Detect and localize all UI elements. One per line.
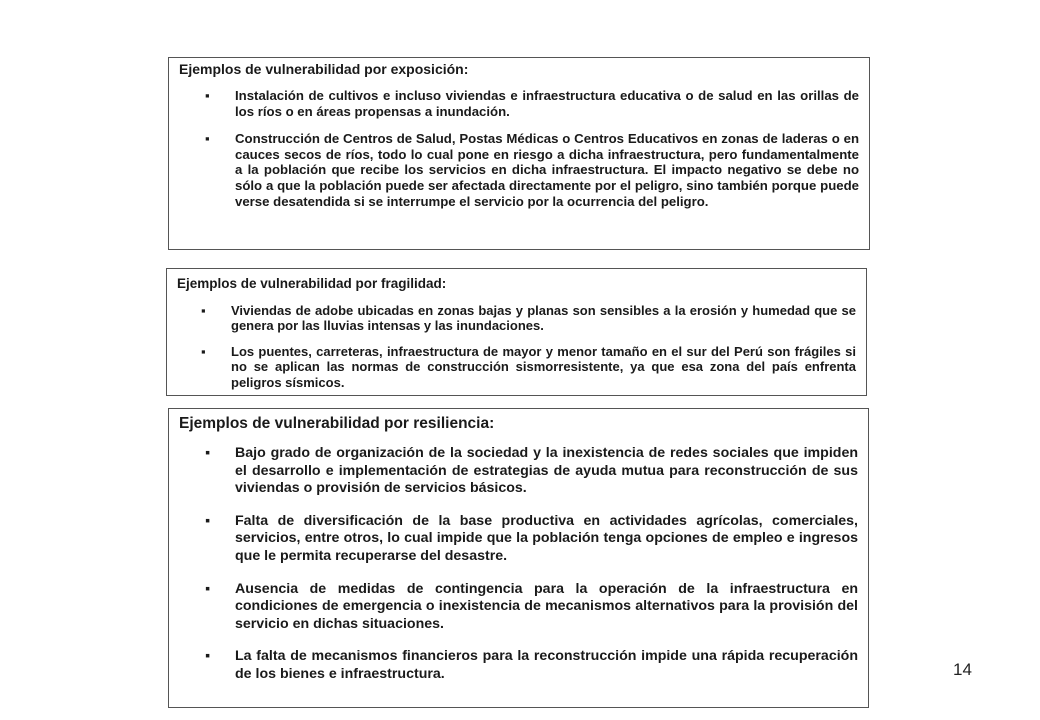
bullet-icon: ▪ — [205, 445, 211, 461]
bullet-icon: ▪ — [205, 580, 211, 597]
list-item-text: Los puentes, carreteras, infraestructura de mayor y menor tamaño en el sur del Perú son frágiles si no se aplican las normas de construcción sismorresistente, ya que esa zona del país enfrenta peligros sísmicos. — [231, 343, 856, 390]
fragility-box — [166, 268, 867, 396]
bullet-icon: ▪ — [205, 648, 211, 665]
list-item — [201, 343, 856, 390]
resilience-title: Ejemplos de vulnerabilidad por resiliencia: — [179, 415, 495, 432]
list-item-text: Construcción de Centros de Salud, Postas Médicas o Centros Educativos en zonas de laderas o en cauces secos de ríos, todo lo cual pone en riesgo a dicha infraestructura, pero fundamentalmente a la población que recibe los servicios en dicha infraestructura. El impacto negativo se debe no sólo a que la población puede ser afectada directamente por el peligro, sino también porque puede verse desatendida si se interrumpe el servicio por la ocurrencia del peligro. — [235, 131, 859, 209]
list-item — [205, 512, 858, 566]
bullet-icon: ▪ — [205, 512, 211, 529]
list-item-text: Bajo grado de organización de la sociedad y la inexistencia de redes sociales que impiden el desarrollo e implementación de estrategias de ayuda mutua para reconstrucción de sus viviendas o provisión de servicios básicos. — [235, 445, 858, 497]
fragility-title: Ejemplos de vulnerabilidad por fragilidad: — [177, 276, 447, 291]
list-item-text: Viviendas de adobe ubicadas en zonas bajas y planas son sensibles a la erosión y humedad que se genera por las lluvias intensas y las inundaciones. — [231, 303, 856, 334]
list-item-text: La falta de mecanismos financieros para la reconstrucción impide una rápida recuperación de los bienes e infraestructura. — [235, 648, 858, 682]
page-number: 14 — [953, 660, 972, 679]
list-item — [205, 88, 859, 119]
list-item — [205, 131, 859, 209]
exposure-title: Ejemplos de vulnerabilidad por exposición: — [179, 61, 469, 77]
exposure-box — [168, 57, 870, 250]
list-item-text: Instalación de cultivos e incluso viviendas e infraestructura educativa o de salud en las orillas de los ríos o en áreas propensas a inundación. — [235, 88, 859, 119]
list-item-text: Ausencia de medidas de contingencia para la operación de la infraestructura en condiciones de emergencia o inexistencia de mecanismos alternativos para la provisión del servicio en dichas situaciones. — [235, 580, 858, 632]
bullet-icon: ▪ — [201, 343, 206, 359]
bullet-icon: ▪ — [201, 303, 206, 318]
fragility-list — [201, 303, 856, 390]
list-item — [201, 303, 856, 334]
list-item — [205, 445, 858, 498]
resilience-box — [168, 408, 869, 708]
list-item — [205, 648, 858, 683]
resilience-list — [205, 445, 858, 684]
list-item-text: Falta de diversificación de la base productiva en actividades agrícolas, comerciales, servicios, entre otros, lo cual impide que la población tenga opciones de empleo e ingresos que le permita recuperarse del desastre. — [235, 512, 858, 564]
exposure-list — [205, 88, 859, 209]
bullet-icon: ▪ — [205, 131, 210, 147]
list-item — [205, 580, 858, 634]
bullet-icon: ▪ — [205, 88, 210, 103]
